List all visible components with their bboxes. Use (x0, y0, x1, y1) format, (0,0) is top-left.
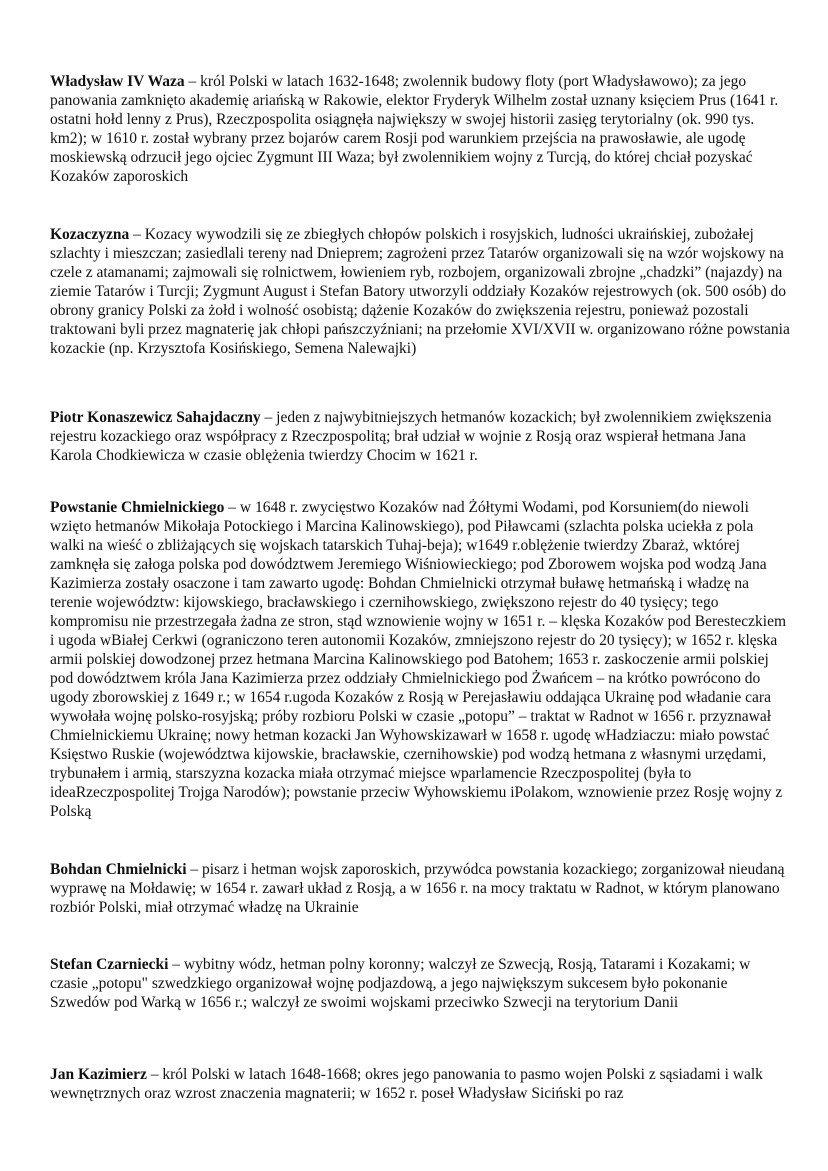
entry-jan-kazimierz (50, 1065, 790, 1103)
entry-powstanie-chmielnickiego (50, 498, 790, 821)
entry-text: – w 1648 r. zwycięstwo Kozaków nad Żółtymi Wodami, pod Korsuniem(do niewoli wzięto hetmanów Mikołaja Potockiego i Marcina Kalinowskiego), pod Piławcami (szlachta polska uciekła z pola walki na wieść o zbliżających się wojskach tatarskich Tuhaj-beja); w1649 r.oblężenie twierdzy Zbaraż, wktórej zamknęła się załoga polska pod dowództwem Jeremiego Wiśniowieckiego; pod Zborowem wojska pod wodzą Jana Kazimierza zostały osaczone i tam zawarto ugodę: Bohdan Chmielnicki otrzymał buławę hetmańską i władzę na terenie województw: kijowskiego, bracławskiego i czernihowskiego, zwiększono rejestr do 40 tysięcy; tego kompromisu nie przestrzegała żadna ze stron, stąd wznowienie wojny w 1651 r. – klęska Kozaków pod Beresteczkiem i ugoda wBiałej Cerkwi (ograniczono teren autonomii Kozaków, zmniejszono rejestr do 20 tysięcy); w 1652 r. klęska armii polskiej dowodzonej przez hetmana Marcina Kalinowskiego pod Batohem; 1653 r. zaskoczenie armii polskiej pod dowództwem króla Jana Kazimierza przez oddziały Chmielnickiego pod Żwańcem – na krótko powrócono do ugody zborowskiej z 1649 r.; w 1654 r.ugoda Kozaków z Rosją w Perejasławiu oddająca Ukrainę pod władanie cara wywołała wojnę polsko-rosyjską; próby rozbioru Polski w czasie „potopu” – traktat w Radnot w 1656 r. przyznawał Chmielnickiemu Ukrainę; nowy hetman kozacki Jan Wyhowskizawarł w 1658 r. ugodę wHadziaczu: miało powstać Księstwo Ruskie (województwa kijowskie, bracławskie, czernihowskie) pod wodzą hetmana z własnymi urzędami, trybunałem i armią, starszyzna kozacka miała otrzymać miejsce wparlamencie Rzeczpospolitej (była to ideaRzeczpospolitej Trojga Narodów); powstanie przeciw Wyhowskiemu iPolakom, wznowienie przez Rosję wojny z Polską (50, 499, 787, 820)
entry-term: Powstanie Chmielnickiego (50, 499, 225, 516)
entry-text: – Kozacy wywodzili się ze zbiegłych chłopów polskich i rosyjskich, ludności ukraińskiej, zubożałej szlachty i mieszczan; zasiedlali tereny nad Dnieprem; zagrożeni przez Tatarów organizowali się na wzór wojskowy na czele z atamanami; zajmowali się rolnictwem, łowieniem ryb, rozbojem, organizowali zbrojne „chadzki” (najazdy) na ziemie Tatarów i Turcji; Zygmunt August i Stefan Batory utworzyli oddziały Kozaków rejestrowych (ok. 500 osób) do obrony granicy Polski za żołd i wolność osobistą; dążenie Kozaków do zwiększenia rejestru, ponieważ pozostali traktowani byli przez magnaterię jak chłopi pańszczyźniani; na przełomie XVI/XVII w. organizowano różne powstania kozackie (np. Krzysztofa Kosińskiego, Semena Nalewajki) (50, 226, 790, 357)
entry-text: – pisarz i hetman wojsk zaporoskich, przywódca powstania kozackiego; zorganizował nieudaną wyprawę na Mołdawię; w 1654 r. zawarł układ z Rosją, a w 1656 r. na mocy traktatu w Radnot, w którym planowano rozbiór Polski, miał otrzymać władzę na Ukrainie (50, 861, 785, 916)
entry-term: Piotr Konaszewicz Sahajdaczny (50, 409, 261, 426)
entry-text: – król Polski w latach 1632-1648; zwolennik budowy floty (port Władysławowo); za jego panowania zamknięto akademię ariańską w Rakowie, elektor Fryderyk Wilhelm został uznany księciem Prus (1641 r. ostatni hołd lenny z Prus), Rzeczpospolita osiągnęła największy w swojej historii zasięg terytorialny (ok. 990 tys. km2); w 1610 r. został wybrany przez bojarów carem Rosji pod warunkiem przejścia na prawosławie, ale ugodę moskiewską odrzucił jego ojciec Zygmunt III Waza; był zwolennikiem wojny z Turcją, do której chciał pozyskać Kozaków zaporoskich (50, 73, 779, 185)
entry-text: – jeden z najwybitniejszych hetmanów kozackich; był zwolennikiem zwiększenia rejestru kozackiego oraz współpracy z Rzeczpospolitą; brał udział w wojnie z Rosją oraz wspierał hetmana Jana Karola Chodkiewicza w czasie oblężenia twierdzy Chocim w 1621 r. (50, 409, 772, 464)
entry-text: – wybitny wódz, hetman polny koronny; walczył ze Szwecją, Rosją, Tatarami i Kozakami; w czasie „potopu" szwedzkiego organizował wojnę podjazdową, a jego największym sukcesem było pokonanie Szwedów pod Warką w 1656 r.; walczył ze swoimi wojskami przeciwko Szwecji na terytorium Danii (50, 956, 751, 1011)
entry-term: Stefan Czarniecki (50, 956, 169, 973)
entry-term: Kozaczyzna (50, 226, 130, 243)
entry-term: Władysław IV Waza (50, 73, 185, 90)
entry-kozaczyzna (50, 225, 790, 358)
entry-term: Bohdan Chmielnicki (50, 861, 187, 878)
entry-stefan-czarniecki (50, 955, 790, 1012)
entry-bohdan-chmielnicki (50, 860, 790, 917)
entry-text: – król Polski w latach 1648-1668; okres jego panowania to pasmo wojen Polski z sąsiadami i walk wewnętrznych oraz wzrost znaczenia magnaterii; w 1652 r. poseł Władysław Siciński po raz (50, 1066, 763, 1102)
entry-wladyslaw-iv-waza (50, 72, 790, 186)
entry-sahajdaczny (50, 408, 790, 465)
entry-term: Jan Kazimierz (50, 1066, 147, 1083)
